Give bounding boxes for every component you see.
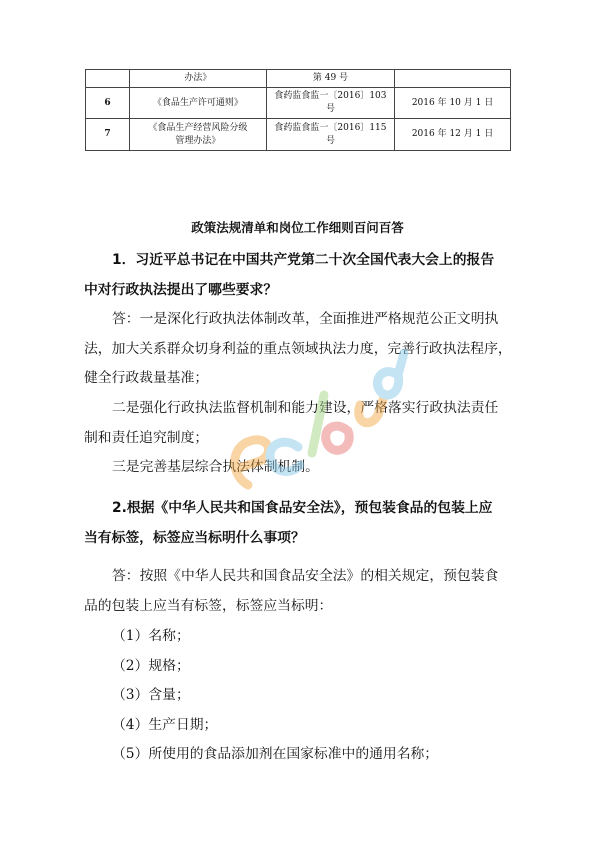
cell-date: 2016 年 10 月 1 日	[395, 88, 511, 119]
list-item: （5）所使用的食品添加剂在国家标准中的通用名称；	[112, 746, 439, 762]
answer-line: 答：一是深化行政执法体制改革，全面推进严格规范公正文明执	[112, 311, 499, 327]
list-item: （3）含量；	[112, 687, 190, 703]
cell-doc	[266, 88, 394, 119]
list-item: （1）名称；	[112, 628, 190, 644]
cell-name: 办法》	[129, 70, 266, 88]
question-1-line: 1．习近平总书记在中国共产党第二十次全国代表大会上的报告	[112, 252, 495, 268]
cell-date	[395, 70, 511, 88]
cell-no	[86, 70, 130, 88]
answer-line: 品的包装上应当有标签，标签应当标明：	[84, 597, 333, 614]
cell-no: 6	[86, 88, 130, 119]
cell-doc-line: 食药监食监一〔2016〕115	[274, 122, 387, 133]
section-title: 政策法规清单和岗位工作细则百问百答	[191, 220, 404, 235]
question-1	[84, 246, 514, 305]
question-2	[84, 494, 514, 553]
answer-1-paragraph-3	[84, 453, 514, 483]
cell-name: 《食品生产许可通则》	[129, 88, 266, 119]
cell-doc: 第 49 号	[266, 70, 394, 88]
list-item: （4）生产日期；	[112, 716, 218, 733]
answer-line: 三是完善基层综合执法体制机制。	[112, 459, 319, 475]
list-item: （2）规格；	[112, 657, 190, 674]
cell-doc-line: 食药监食监一〔2016〕103	[274, 91, 387, 101]
cell-doc	[266, 119, 394, 151]
answer-1-paragraph-1	[84, 305, 514, 394]
table-row	[86, 119, 511, 151]
table-row	[86, 88, 511, 119]
cell-no: 7	[86, 119, 130, 151]
answer-2-list	[84, 622, 514, 770]
cell-name-line: 管理办法》	[175, 135, 221, 146]
answer-line: 健全行政裁量基准；	[84, 370, 209, 386]
cell-date: 2016 年 12 月 1 日	[395, 119, 511, 151]
answer-line: 答：按照《中华人民共和国食品安全法》的相关规定，预包装食	[112, 568, 499, 584]
cell-doc-line: 号	[325, 104, 335, 114]
answer-line: 二是强化行政执法监督机制和能力建设，严格落实行政执法责任	[112, 400, 499, 416]
answer-line: 法，加大关系群众切身利益的重点领域执法力度，完善行政执法程序，	[84, 340, 512, 357]
table-row	[86, 70, 511, 88]
cell-doc-line: 号	[325, 135, 335, 146]
answer-line: 制和责任追究制度；	[84, 429, 209, 446]
regulation-table	[85, 69, 511, 151]
question-1-line: 中对行政执法提出了哪些要求？	[84, 281, 278, 298]
question-2-line: 2.根据《中华人民共和国食品安全法》，预包装食品的包装上应	[112, 500, 493, 516]
answer-1-paragraph-2	[84, 394, 514, 453]
cell-name	[129, 119, 266, 151]
cell-name-line: 《食品生产经营风险分级	[148, 122, 248, 133]
question-2-line: 当有标签，标签应当标明什么事项？	[84, 529, 305, 546]
answer-2-intro	[84, 562, 514, 621]
